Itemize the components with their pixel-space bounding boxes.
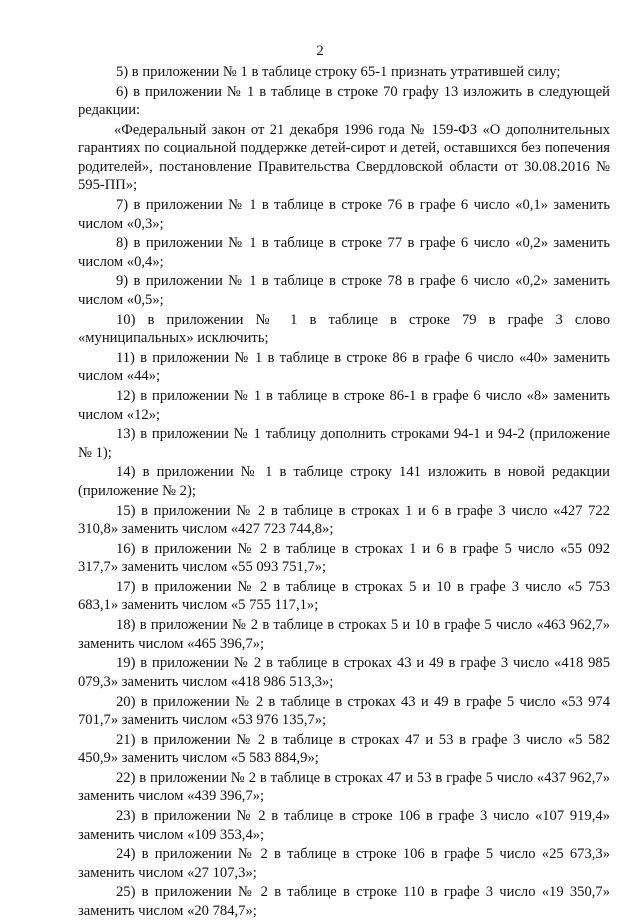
paragraph-item-10: 10) в приложении № 1 в таблице в строке 79 в графе 3 слово «муниципальных» исключить; [78,311,610,347]
paragraph-item-18: 18) в приложении № 2 в таблице в строках 5 и 10 в графе 5 число «463 962,7» заменить числом «465 396,7»; [78,617,610,652]
paragraph-item-5: 5) в приложении № 1 в таблице строку 65-1 признать утратившей силу; [116,64,561,80]
paragraph-item-8: 8) в приложении № 1 в таблице в строке 77 в графе 6 число «0,2» заменить числом «0,4»; [78,235,610,270]
page-number: 2 [316,43,324,59]
paragraph-item-21: 21) в приложении № 2 в таблице в строках 47 и 53 в графе 3 число «5 582 450,9» заменить числом «5 583 884,9»; [78,731,610,767]
paragraph-item-25: 25) в приложении № 2 в таблице в строке 110 в графе 3 число «19 350,7» заменить числом «20 784,7»; [78,884,610,919]
paragraph-item-12: 12) в приложении № 1 в таблице в строке 86-1 в графе 6 число «8» заменить числом «12»; [78,388,610,423]
document-body [78,63,610,922]
paragraph-item-24: 24) в приложении № 2 в таблице в строке 106 в графе 5 число «25 673,3» заменить числом «27 107,3»; [78,846,610,881]
paragraph-item-13: 13) в приложении № 1 таблицу дополнить строками 94-1 и 94-2 (приложение № 1); [78,426,610,461]
paragraph-item-15: 15) в приложении № 2 в таблице в строках 1 и 6 в графе 3 число «427 722 310,8» заменить числом «427 723 744,8»; [78,502,610,538]
paragraph-item-17: 17) в приложении № 2 в таблице в строках 5 и 10 в графе 3 число «5 753 683,1» заменить числом «5 755 117,1»; [78,578,610,614]
paragraph-item-9: 9) в приложении № 1 в таблице в строке 78 в графе 6 число «0,2» заменить числом «0,5»; [78,273,610,308]
paragraph-item-7: 7) в приложении № 1 в таблице в строке 76 в графе 6 число «0,1» заменить числом «0,3»; [78,197,610,232]
paragraph-item-6: 6) в приложении № 1 в таблице в строке 70 графу 13 изложить в следующей редакции: [78,83,610,119]
quoted-text: «Федеральный закон от 21 декабря 1996 года № 159-ФЗ «О дополнительных гарантиях по социальной поддержке детей-сирот и детей, оставшихся без попечения родителей», постановление Правительства Свердловской области от 30.08.2016 № 595-ПП»; [78,121,610,194]
paragraph-item-20: 20) в приложении № 2 в таблице в строках 43 и 49 в графе 5 число «53 974 701,7» заменить числом «53 976 135,7»; [78,693,610,728]
paragraph-item-23: 23) в приложении № 2 в таблице в строке 106 в графе 3 число «107 919,4» заменить числом «109 353,4»; [78,808,610,843]
paragraph-item-16: 16) в приложении № 2 в таблице в строках 1 и 6 в графе 5 число «55 092 317,7» заменить числом «55 093 751,7»; [78,540,610,576]
paragraph-item-14: 14) в приложении № 1 в таблице строку 141 изложить в новой редакции (приложение № 2); [78,464,610,499]
paragraph-item-19: 19) в приложении № 2 в таблице в строках 43 и 49 в графе 3 число «418 985 079,3» заменить числом «418 986 513,3»; [78,655,610,690]
paragraph-item-22: 22) в приложении № 2 в таблице в строках 47 и 53 в графе 5 число «437 962,7» заменить числом «439 396,7»; [78,769,610,805]
paragraph-item-11: 11) в приложении № 1 в таблице в строке 86 в графе 6 число «40» заменить числом «44»; [78,349,610,385]
